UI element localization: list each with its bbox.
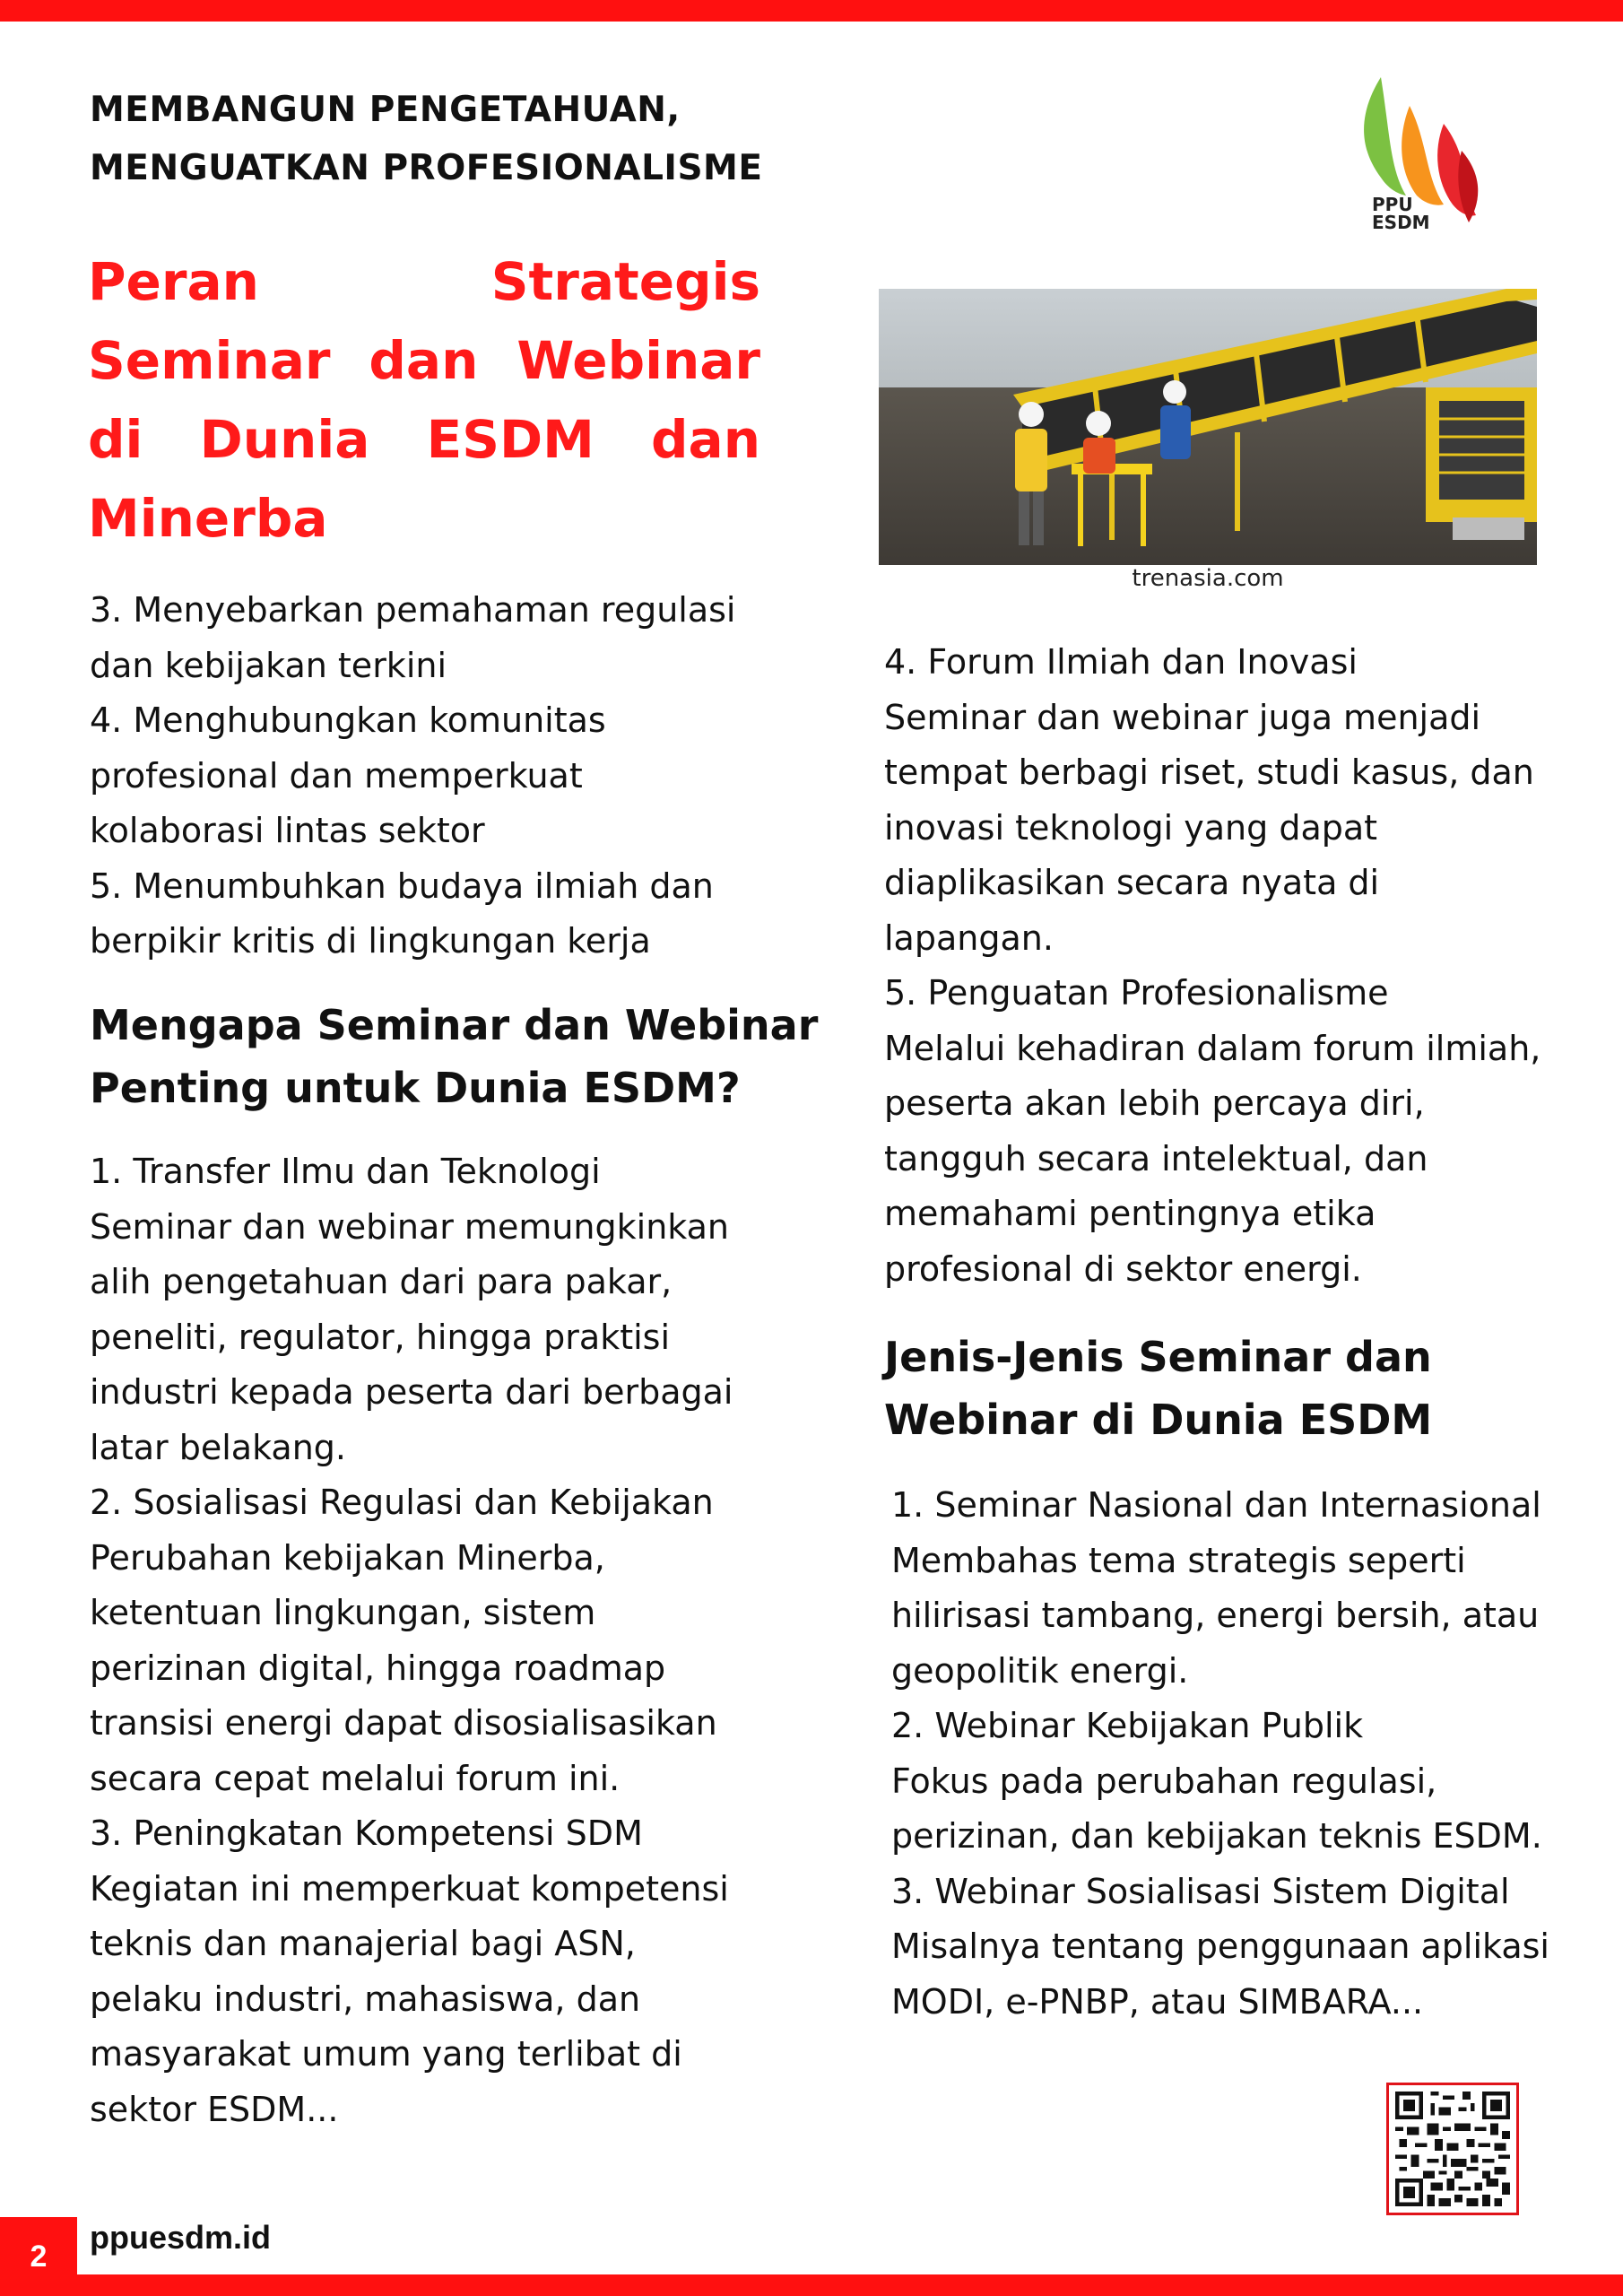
text-line: hilirisasi tambang, energi bersih, atau [891, 1596, 1540, 1635]
text-line: Fokus pada perubahan regulasi, [891, 1761, 1437, 1801]
text-line: 3. Webinar Sosialisasi Sistem Digital [891, 1871, 1510, 1911]
section-heading-types [884, 1326, 1601, 1451]
text-line: dan kebijakan terkini [90, 645, 447, 685]
conveyor-photo [879, 289, 1537, 565]
text-line: masyarakat umum yang terlibat di [90, 2034, 682, 2074]
text-line: memahami pentingnya etika [884, 1194, 1376, 1233]
text-line: berpikir kritis di lingkungan kerja [90, 921, 651, 961]
article-title: Peran Strategis Seminar dan Webinar di Dunia ESDM dan Minerba [88, 251, 760, 549]
text-line: pelaku industri, mahasiswa, dan [90, 1979, 641, 2019]
text-line: inovasi teknologi yang dapat [884, 807, 1378, 848]
heading-line: Penting untuk Dunia ESDM? [90, 1064, 741, 1112]
text-line: tangguh secara intelektual, dan [884, 1138, 1428, 1178]
site-url[interactable]: ppuesdm.id [90, 2219, 272, 2256]
heading-line: Jenis-Jenis Seminar dan [884, 1333, 1432, 1381]
text-line: sektor ESDM... [90, 2089, 339, 2129]
text-line: latar belakang. [90, 1427, 346, 1467]
text-line: tempat berbagi riset, studi kasus, dan [884, 752, 1534, 792]
left-intro-list [90, 583, 807, 970]
text-line: 3. Menyebarkan pemahaman regulasi [90, 590, 736, 630]
logo-text-ppu: PPU [1372, 194, 1413, 215]
text-line: perizinan digital, hingga roadmap [90, 1648, 666, 1688]
text-line: profesional di sektor energi. [884, 1248, 1362, 1289]
text-line: diaplikasikan secara nyata di [884, 863, 1380, 902]
text-line: Perubahan kebijakan Minerba, [90, 1537, 605, 1578]
text-line: transisi energi dapat disosialisasikan [90, 1703, 717, 1743]
text-line: perizinan, dan kebijakan teknis ESDM. [891, 1816, 1542, 1856]
ppu-esdm-logo [1354, 70, 1488, 240]
text-line: kolaborasi lintas sektor [90, 811, 485, 850]
qr-code[interactable] [1386, 2083, 1519, 2215]
text-line: 5. Menumbuhkan budaya ilmiah dan [90, 865, 714, 906]
text-line: Membahas tema strategis seperti [891, 1540, 1466, 1580]
heading-line: Mengapa Seminar dan Webinar [90, 1001, 819, 1049]
right-body-text [884, 635, 1601, 1297]
text-line: Seminar dan webinar memungkinkan [90, 1206, 729, 1247]
text-line: 1. Transfer Ilmu dan Teknologi [90, 1152, 601, 1191]
tagline-line-1: MEMBANGUN PENGETAHUAN, [90, 90, 681, 130]
text-line: secara cepat melalui forum ini. [90, 1758, 621, 1798]
page-tagline [90, 81, 897, 197]
heading-line: Webinar di Dunia ESDM [884, 1396, 1433, 1444]
text-line: Seminar dan webinar juga menjadi [884, 697, 1481, 737]
top-accent-bar [0, 0, 1623, 22]
section-heading-why [90, 994, 825, 1119]
text-line: 4. Menghubungkan komunitas [90, 700, 606, 740]
text-line: 2. Sosialisasi Regulasi dan Kebijakan [90, 1483, 714, 1522]
text-line: alih pengetahuan dari para pakar, [90, 1262, 673, 1301]
mining-conveyor-image [879, 289, 1537, 565]
text-line: industri kepada peserta dari berbagai [90, 1372, 733, 1412]
text-line: geopolitik energi. [891, 1650, 1189, 1691]
logo-text-esdm: ESDM [1372, 212, 1430, 233]
tagline-line-2: MENGUATKAN PROFESIONALISME [90, 148, 763, 188]
page-number: 2 [0, 2217, 77, 2296]
text-line: 3. Peningkatan Kompetensi SDM [90, 1813, 643, 1853]
text-line: Misalnya tentang penggunaan aplikasi [891, 1926, 1549, 1966]
text-line: peneliti, regulator, hingga praktisi [90, 1317, 671, 1357]
left-body-text [90, 1144, 825, 2137]
text-line: Kegiatan ini memperkuat kompetensi [90, 1868, 729, 1909]
photo-caption: trenasia.com [1132, 565, 1284, 592]
text-line: Melalui kehadiran dalam forum ilmiah, [884, 1028, 1541, 1068]
text-line: MODI, e-PNBP, atau SIMBARA... [891, 1981, 1424, 2022]
text-line: peserta akan lebih percaya diri, [884, 1083, 1425, 1123]
bottom-accent-bar [0, 2274, 1623, 2296]
text-line: teknis dan manajerial bagi ASN, [90, 1924, 636, 1963]
text-line: profesional dan memperkuat [90, 755, 583, 796]
qr-code-icon [1395, 2092, 1510, 2206]
text-line: 2. Webinar Kebijakan Publik [891, 1706, 1364, 1745]
text-line: 4. Forum Ilmiah dan Inovasi [884, 642, 1358, 682]
text-line: 1. Seminar Nasional dan Internasional [891, 1485, 1541, 1525]
text-line: ketentuan lingkungan, sistem [90, 1593, 596, 1632]
right-types-list [891, 1478, 1609, 2030]
text-line: lapangan. [884, 918, 1054, 958]
text-line: 5. Penguatan Profesionalisme [884, 973, 1389, 1013]
